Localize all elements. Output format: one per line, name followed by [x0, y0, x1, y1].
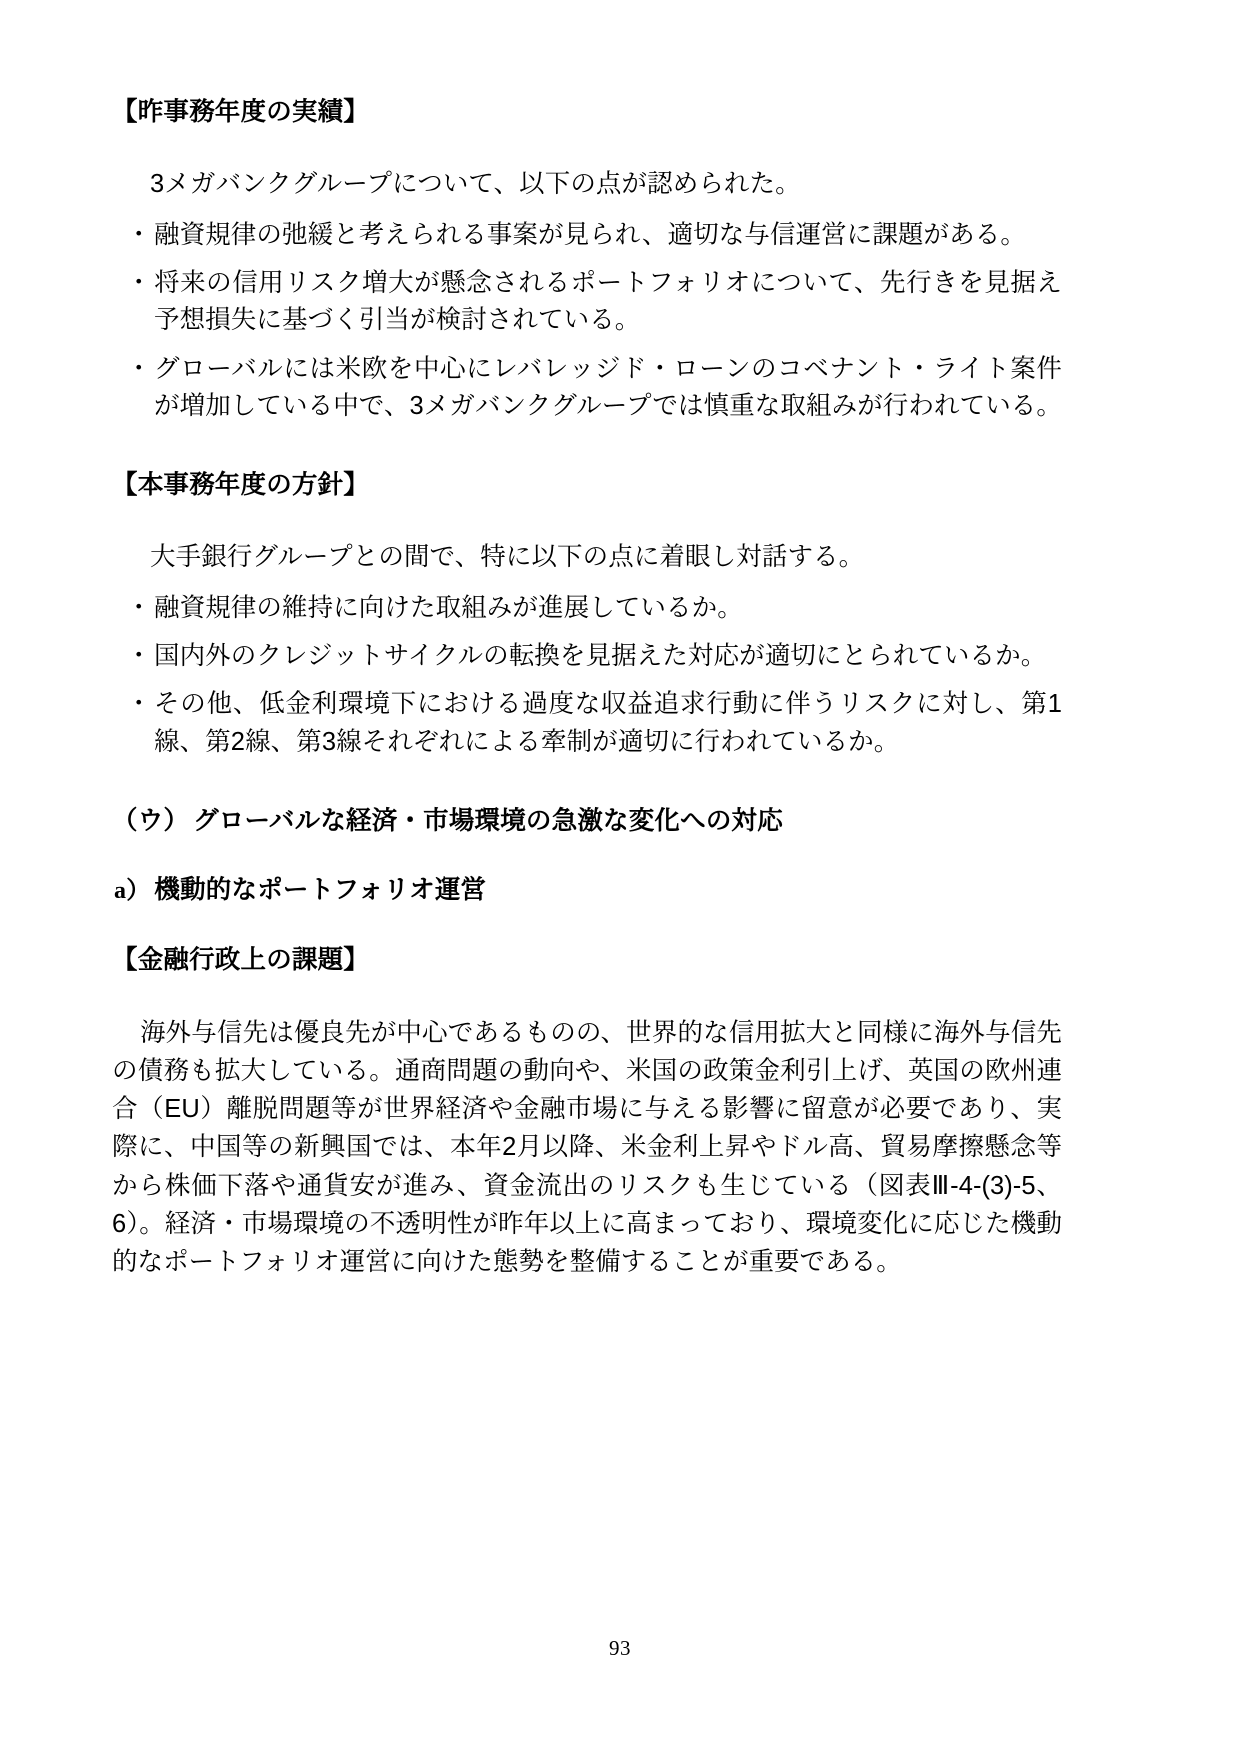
- heading-previous-year-results: 【昨事務年度の実績】: [112, 98, 370, 126]
- spacer: [112, 978, 1062, 1014]
- bullet-marker-icon: ・: [126, 354, 152, 383]
- item-marker: a）: [114, 878, 151, 905]
- spacer: [112, 838, 1062, 874]
- list-item: [112, 351, 1062, 425]
- list-item-text: 将来の信用リスク増大が懸念されるポートフォリオについて、先行きを見据え予想損失に基づく引当が検討されている。: [154, 269, 1062, 335]
- item-title: 機動的なポートフォリオ運営: [154, 876, 487, 905]
- heading-regulatory-issues: 【金融行政上の課題】: [112, 946, 370, 975]
- heading-current-year-policy: 【本事務年度の方針】: [112, 470, 370, 499]
- list-item-text: その他、低金利環境下における過度な収益追求行動に伴うリスクに対し、第1線、第2線、第3線それぞれによる牽制が適切に行われているか。: [154, 690, 1062, 756]
- spacer: [112, 503, 1062, 539]
- subsection-title: グローバルな経済・市場環境の急激な変化への対応: [193, 806, 783, 835]
- list-item-text: 融資規律の弛緩と考えられる事案が見られ、適切な与信運営に課題がある。: [154, 220, 1026, 249]
- list-item: [112, 686, 1062, 760]
- bullet-marker-icon: ・: [126, 220, 152, 249]
- list-item-text: 国内外のクレジットサイクルの転換を見据えた対応が適切にとられているか。: [154, 642, 1047, 671]
- list-item-text: 融資規律の維持に向けた取組みが進展しているか。: [154, 593, 743, 622]
- page-content: [112, 96, 1062, 1281]
- lead-text-previous-year: 3メガバンクグループについて、以下の点が認められた。: [150, 169, 801, 198]
- subsection-marker: （ウ）: [112, 806, 190, 835]
- spacer: [112, 576, 1062, 590]
- spacer: [112, 130, 1062, 166]
- spacer: [112, 203, 1062, 217]
- page-number: 93: [609, 1636, 631, 1660]
- lead-text-current-year: 大手銀行グループとの間で、特に以下の点に着眼し対話する。: [150, 542, 865, 571]
- bullet-marker-icon: ・: [126, 269, 152, 298]
- list-item: [112, 217, 1062, 254]
- spacer: [112, 425, 1062, 469]
- bullet-list-previous-year: [112, 217, 1062, 425]
- bullet-marker-icon: ・: [126, 642, 152, 671]
- item-heading-a: [112, 874, 1062, 908]
- spacer: [112, 908, 1062, 944]
- bullet-marker-icon: ・: [126, 690, 152, 719]
- subsection-heading-u: [112, 805, 1062, 839]
- list-item: [112, 638, 1062, 675]
- list-item: [112, 590, 1062, 627]
- bullet-list-current-year: [112, 590, 1062, 761]
- bullet-marker-icon: ・: [126, 593, 152, 622]
- body-paragraph-regulatory-issues: 海外与信先は優良先が中心であるものの、世界的な信用拡大と同様に海外与信先の債務も拡大している。通商問題の動向や、米国の政策金利引上げ、英国の欧州連合（EU）離脱問題等が世界経済や金融市場に与える影響に留意が必要であり、実際に、中国等の新興国では、本年2月以降、米金利上昇やドル高、貿易摩擦懸念等から株価下落や通貨安が進み、資金流出のリスクも生じている（図表Ⅲ-4-(3)-5、6）。経済・市場環境の不透明性が昨年以上に高まっており、環境変化に応じた機動的なポートフォリオ運営に向けた態勢を整備することが重要である。: [112, 1018, 1062, 1277]
- spacer: [112, 761, 1062, 805]
- list-item-text: グローバルには米欧を中心にレバレッジド・ローンのコベナント・ライト案件が増加している中で、3メガバンクグループでは慎重な取組みが行われている。: [154, 354, 1062, 420]
- list-item: [112, 265, 1062, 339]
